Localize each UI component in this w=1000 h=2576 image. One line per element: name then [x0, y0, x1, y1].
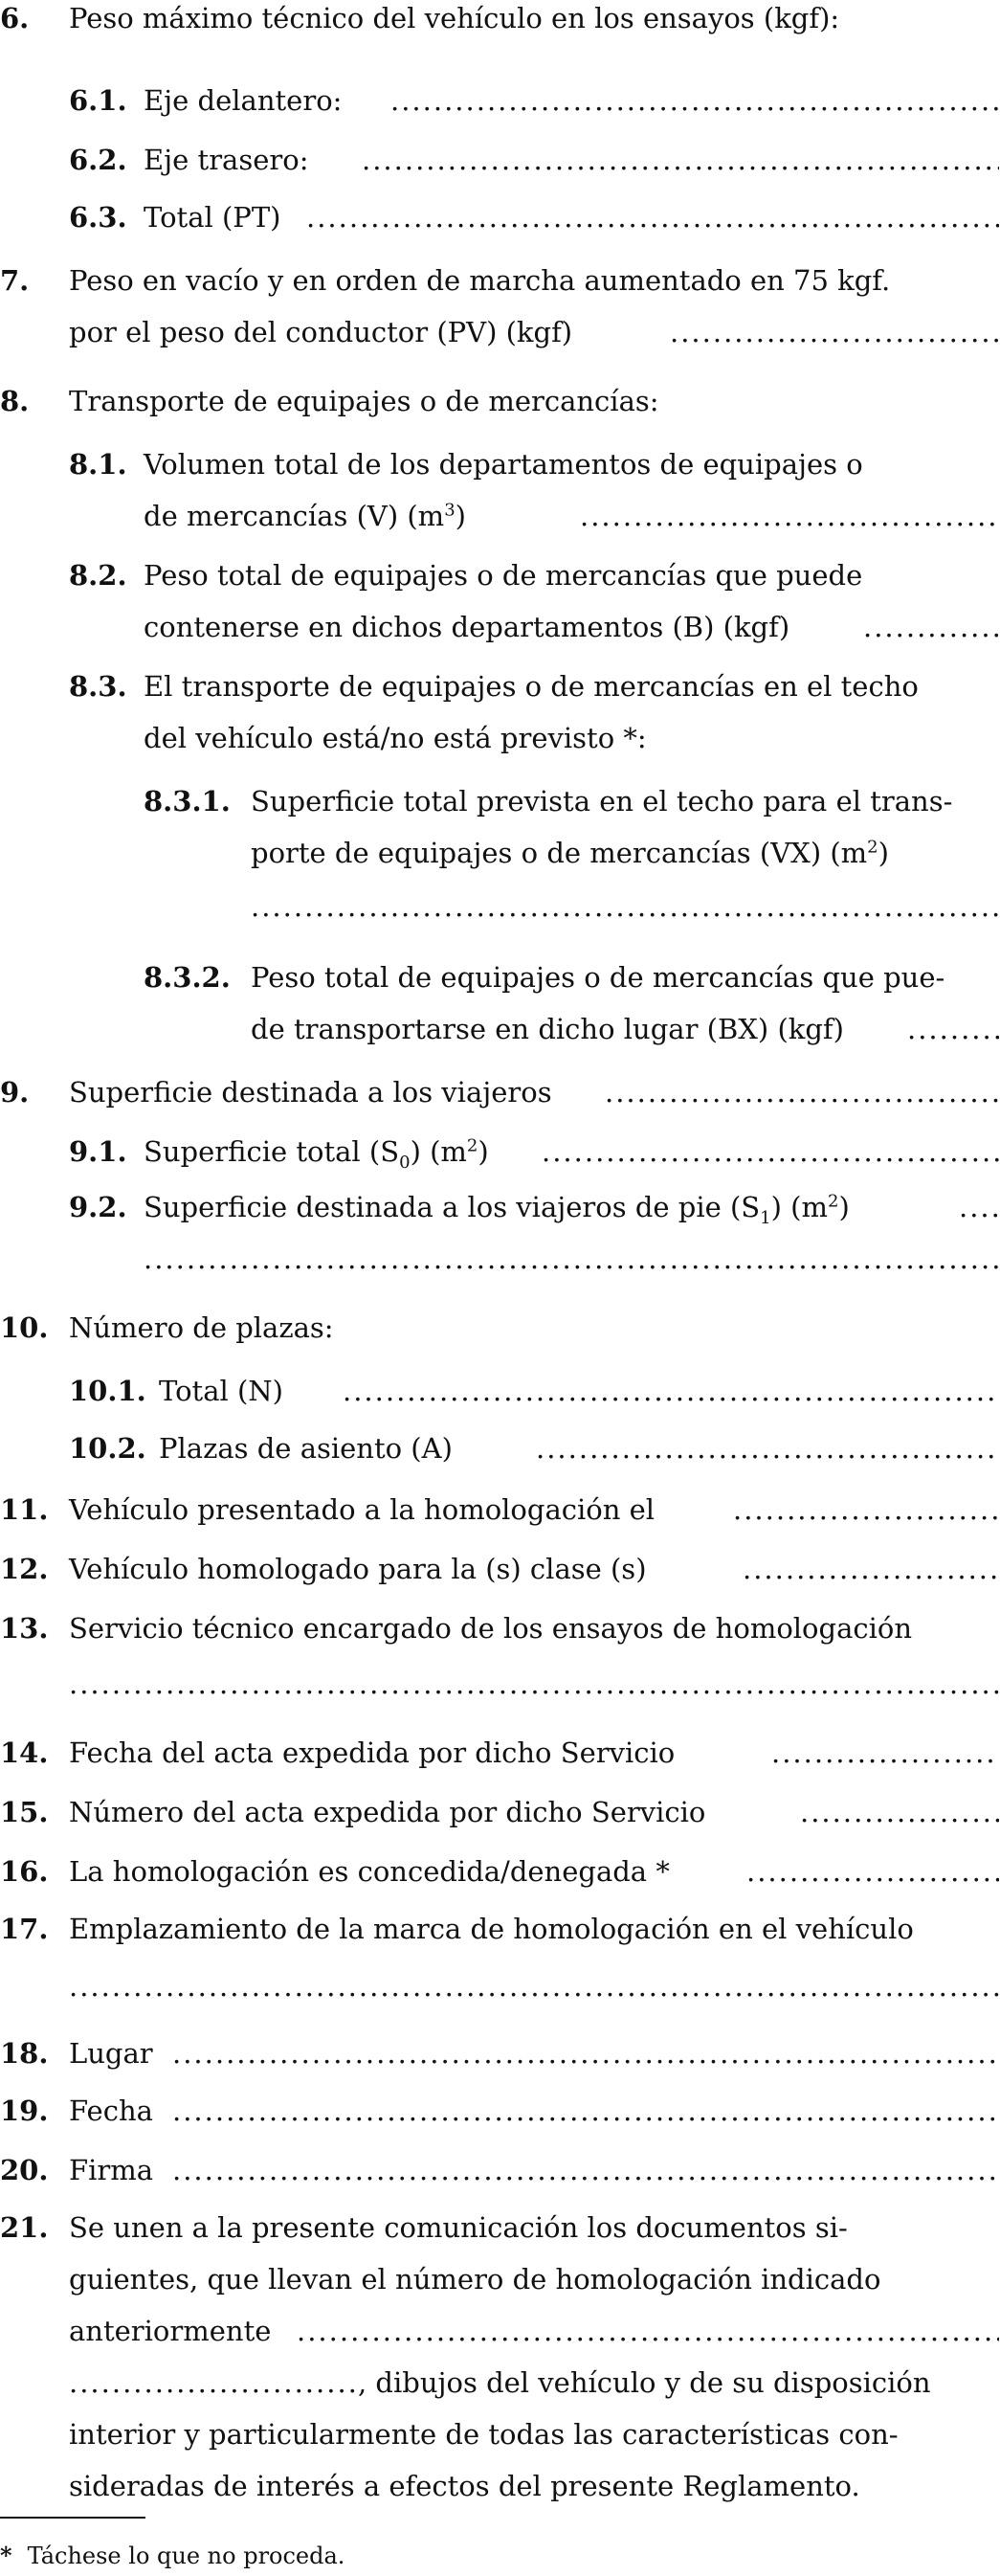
- fill-in-line[interactable]: [733, 1493, 999, 1526]
- footnote-mark: *: [0, 2542, 12, 2569]
- item-number: 19.: [0, 2094, 49, 2127]
- fill-in-line[interactable]: [297, 2315, 999, 2347]
- item-text: Peso total de equipajes o de mercancías que puede: [144, 559, 863, 592]
- fill-in-line[interactable]: [743, 1553, 999, 1585]
- item-number: 9.: [0, 1076, 30, 1109]
- item-number: 7.: [0, 264, 30, 297]
- item-number: 11.: [0, 1493, 49, 1526]
- item-text: Eje trasero:: [144, 144, 309, 176]
- item-text: Superficie destinada a los viajeros de pie $(S_1)$ $(m^2)$: [144, 1191, 850, 1228]
- item-text: por el peso del conductor (PV) (kgf): [69, 316, 573, 348]
- item-text: Lugar: [69, 2037, 153, 2070]
- fill-in-line[interactable]: [306, 201, 999, 234]
- item-number: 8.3.2.: [144, 961, 231, 994]
- item-text: Eje delantero:: [144, 84, 343, 117]
- item-text: Vehículo homologado para la (s) clase (s): [69, 1553, 647, 1585]
- item-number: 8.1.: [69, 448, 127, 481]
- item-number: 12.: [0, 1553, 49, 1585]
- fill-in-line[interactable]: [863, 611, 999, 643]
- item-text: Transporte de equipajes o de mercancías:: [69, 385, 659, 417]
- item-number: 6.3.: [69, 201, 127, 234]
- item-text: Servicio técnico encargado de los ensayos de homologación: [69, 1612, 913, 1645]
- fill-in-line[interactable]: [800, 1796, 999, 1828]
- fill-in-line[interactable]: [670, 316, 999, 348]
- fill-in-line[interactable]: [746, 1855, 999, 1888]
- footnote-rule: [0, 2517, 145, 2519]
- item-text: del vehículo está/no está previsto *:: [144, 722, 647, 754]
- item-number: 14.: [0, 1736, 49, 1769]
- item-text: porte de equipajes o de mercancías (VX) $(m^2)$: [251, 837, 889, 869]
- item-text: El transporte de equipajes o de mercancías en el techo: [144, 670, 919, 703]
- item-number: 8.: [0, 385, 30, 417]
- fill-in-line[interactable]: [69, 2366, 356, 2399]
- item-number: 10.: [0, 1311, 49, 1344]
- item-number: 18.: [0, 2037, 49, 2070]
- item-text: Emplazamiento de la marca de homologación en el vehículo: [69, 1913, 914, 1945]
- item-number: 21.: [0, 2211, 49, 2244]
- fill-in-line[interactable]: [362, 144, 999, 176]
- item-text: sideradas de interés a efectos del presente Reglamento.: [69, 2470, 860, 2502]
- item-text: Volumen total de los departamentos de equipajes o: [144, 448, 863, 481]
- item-text: La homologación es concedida/denegada *: [69, 1855, 670, 1888]
- item-number: 8.2.: [69, 559, 127, 592]
- item-number: 10.2.: [69, 1432, 146, 1465]
- item-text: Total (PT): [144, 201, 281, 234]
- footnote-text: Táchese lo que no proceda.: [27, 2542, 345, 2569]
- item-text: Firma: [69, 2154, 154, 2186]
- fill-in-line[interactable]: [536, 1432, 999, 1465]
- item-number: 8.3.1.: [144, 785, 231, 818]
- item-text: Plazas de asiento (A): [159, 1432, 453, 1465]
- fill-in-line[interactable]: [251, 890, 999, 923]
- item-text: Fecha del acta expedida por dicho Servicio: [69, 1736, 676, 1769]
- item-text: Número de plazas:: [69, 1311, 334, 1344]
- item-number: 20.: [0, 2154, 49, 2186]
- item-text: Se unen a la presente comunicación los documentos si-: [69, 2211, 848, 2244]
- item-text: Total (N): [159, 1375, 283, 1407]
- item-text: de transportarse en dicho lugar (BX) (kgf): [251, 1013, 844, 1045]
- item-number: 13.: [0, 1612, 49, 1645]
- item-text: anteriormente: [69, 2315, 272, 2347]
- item-text: Número del acta expedida por dicho Servicio: [69, 1796, 706, 1828]
- fill-in-line[interactable]: [69, 1668, 999, 1700]
- fill-in-line[interactable]: [144, 1243, 999, 1275]
- fill-in-line[interactable]: [605, 1076, 999, 1109]
- item-number: 16.: [0, 1855, 49, 1888]
- item-text: Superficie destinada a los viajeros: [69, 1076, 552, 1109]
- item-number: 17.: [0, 1913, 49, 1945]
- item-text: Peso total de equipajes o de mercancías que pue-: [251, 961, 945, 994]
- item-text: Superficie total prevista en el techo para el trans-: [251, 785, 953, 818]
- item-text: Peso máximo técnico del vehículo en los ensayos (kgf):: [69, 2, 840, 34]
- fill-in-line[interactable]: [907, 1013, 999, 1045]
- item-number: 6.1.: [69, 84, 127, 117]
- item-number: 9.1.: [69, 1135, 127, 1168]
- item-number: 6.2.: [69, 144, 127, 176]
- fill-in-line[interactable]: [172, 2037, 999, 2070]
- fill-in-line[interactable]: [172, 2154, 999, 2186]
- item-text: , dibujos del vehículo y de su disposición: [358, 2366, 931, 2399]
- fill-in-line[interactable]: [390, 84, 999, 117]
- item-number: 10.1.: [69, 1375, 146, 1407]
- fill-in-line[interactable]: [580, 500, 999, 532]
- item-text: guientes, que llevan el número de homologación indicado: [69, 2263, 881, 2296]
- item-number: 15.: [0, 1796, 49, 1828]
- fill-in-line[interactable]: [172, 2094, 999, 2127]
- item-text: de mercancías (V) $(m^3)$: [144, 500, 466, 532]
- item-number: 6.: [0, 2, 30, 34]
- footnote: [0, 2542, 344, 2569]
- item-text: Fecha: [69, 2094, 153, 2127]
- fill-in-line[interactable]: [771, 1736, 999, 1769]
- item-text: contenerse en dichos departamentos (B) (kgf): [144, 611, 790, 643]
- item-number: 8.3.: [69, 670, 127, 703]
- fill-in-line[interactable]: [343, 1375, 999, 1407]
- item-text: Peso en vacío y en orden de marcha aumentado en 75 kgf.: [69, 264, 891, 297]
- fill-in-line[interactable]: [959, 1191, 999, 1223]
- item-text: Vehículo presentado a la homologación el: [69, 1493, 656, 1526]
- item-number: 9.2.: [69, 1191, 127, 1223]
- fill-in-line[interactable]: [542, 1135, 999, 1168]
- item-text: interior y particularmente de todas las características con-: [69, 2418, 899, 2451]
- item-text: Superficie total $(S_0)$ $(m^2)$: [144, 1135, 489, 1173]
- fill-in-line[interactable]: [69, 1970, 999, 2003]
